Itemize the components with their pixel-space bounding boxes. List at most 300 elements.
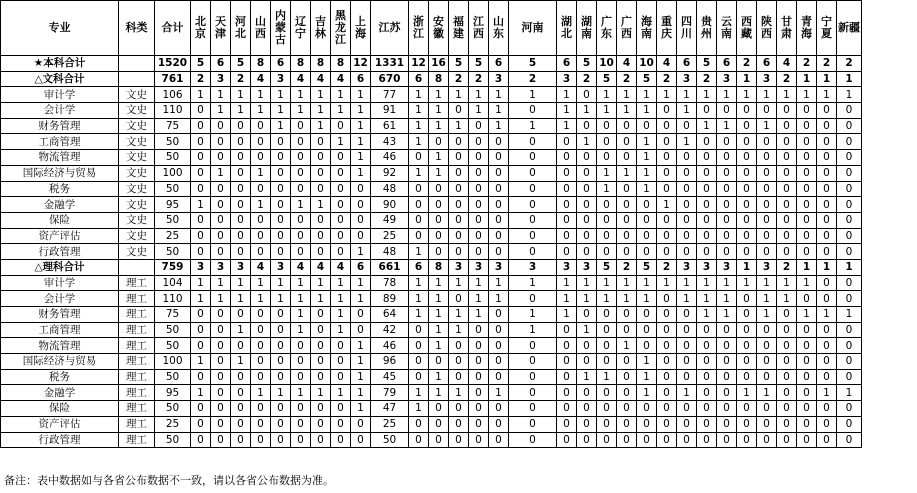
cell-province-count: 1 (677, 87, 697, 103)
cell-province-count: 0 (211, 338, 231, 354)
cell-major: 行政管理 (1, 244, 119, 260)
cell-province-count: 2 (657, 259, 677, 275)
cell-province-count: 0 (757, 369, 777, 385)
cell-province-count: 0 (837, 150, 862, 166)
cell-province-count: 1 (251, 291, 271, 307)
cell-province-count: 0 (697, 165, 717, 181)
cell-province-count: 0 (797, 354, 817, 370)
cell-province-count: 0 (191, 212, 211, 228)
cell-province-count: 0 (657, 385, 677, 401)
cell-province-count: 5 (637, 259, 657, 275)
cell-province-count: 0 (657, 322, 677, 338)
cell-province-count: 0 (409, 181, 429, 197)
cell-province-count: 0 (657, 212, 677, 228)
cell-province-count: 1 (777, 291, 797, 307)
cell-province-count: 0 (577, 181, 597, 197)
cell-province-count: 4 (291, 259, 311, 275)
cell-province-count: 2 (697, 71, 717, 87)
cell-province-count: 0 (231, 181, 251, 197)
cell-province-count: 79 (371, 385, 409, 401)
cell-province-count: 0 (469, 165, 489, 181)
header-province: 内蒙古 (271, 1, 291, 56)
cell-province-count: 0 (271, 244, 291, 260)
cell-province-count: 0 (837, 181, 862, 197)
cell-province-count: 1 (797, 307, 817, 323)
table-row (1, 165, 862, 181)
cell-province-count: 1 (509, 322, 557, 338)
cell-province-count: 0 (271, 181, 291, 197)
cell-province-count: 1 (311, 291, 331, 307)
table-row (1, 307, 862, 323)
cell-province-count: 0 (677, 416, 697, 432)
cell-province-count: 0 (271, 322, 291, 338)
cell-province-count: 1 (577, 322, 597, 338)
cell-province-count: 1 (677, 385, 697, 401)
cell-province-count: 0 (271, 416, 291, 432)
cell-province-count: 1 (231, 103, 251, 119)
table-body (1, 56, 862, 448)
cell-province-count: 1 (429, 338, 449, 354)
cell-province-count: 0 (409, 432, 429, 448)
cell-category: 文史 (119, 118, 155, 134)
cell-province-count: 0 (717, 197, 737, 213)
cell-province-count: 1 (429, 87, 449, 103)
cell-province-count: 0 (617, 307, 637, 323)
cell-province-count: 4 (251, 71, 271, 87)
cell-province-count: 0 (231, 165, 251, 181)
cell-province-count: 1 (351, 87, 371, 103)
cell-province-count: 0 (657, 165, 677, 181)
cell-total: 50 (155, 401, 191, 417)
cell-province-count: 0 (429, 228, 449, 244)
header-province: 黑龙江 (331, 1, 351, 56)
cell-province-count: 0 (717, 338, 737, 354)
cell-province-count: 1 (677, 103, 697, 119)
cell-province-count: 0 (757, 150, 777, 166)
cell-province-count: 0 (509, 103, 557, 119)
cell-province-count: 0 (409, 338, 429, 354)
table-row (1, 275, 862, 291)
cell-major: 保险 (1, 212, 119, 228)
cell-total: 110 (155, 291, 191, 307)
table-row (1, 369, 862, 385)
header-province: 青海 (797, 1, 817, 56)
cell-province-count: 0 (737, 369, 757, 385)
cell-province-count: 1 (271, 275, 291, 291)
header-total: 合计 (155, 1, 191, 56)
cell-province-count: 25 (371, 228, 409, 244)
cell-province-count: 1 (351, 338, 371, 354)
cell-province-count: 0 (677, 118, 697, 134)
header-province: 新疆 (837, 1, 862, 56)
cell-province-count: 0 (251, 134, 271, 150)
cell-province-count: 0 (737, 416, 757, 432)
cell-province-count: 0 (797, 103, 817, 119)
cell-province-count: 5 (191, 56, 211, 72)
cell-province-count: 0 (557, 181, 577, 197)
cell-province-count: 0 (291, 118, 311, 134)
cell-province-count: 3 (489, 259, 509, 275)
cell-major: 会计学 (1, 291, 119, 307)
cell-province-count: 0 (777, 197, 797, 213)
cell-province-count: 0 (191, 150, 211, 166)
cell-province-count: 3 (211, 259, 231, 275)
cell-province-count: 0 (657, 432, 677, 448)
cell-province-count: 0 (737, 307, 757, 323)
cell-province-count: 0 (231, 228, 251, 244)
header-province: 陕西 (757, 1, 777, 56)
cell-province-count: 0 (429, 197, 449, 213)
cell-province-count: 1 (429, 275, 449, 291)
cell-province-count: 1 (291, 87, 311, 103)
table-row (1, 134, 862, 150)
table-row (1, 181, 862, 197)
cell-province-count: 1 (617, 165, 637, 181)
cell-province-count: 0 (617, 212, 637, 228)
cell-province-count: 1 (331, 322, 351, 338)
cell-province-count: 1 (469, 87, 489, 103)
cell-province-count: 0 (657, 244, 677, 260)
cell-province-count: 1 (637, 181, 657, 197)
cell-province-count: 1 (351, 275, 371, 291)
header-province: 浙江 (409, 1, 429, 56)
cell-province-count: 0 (251, 322, 271, 338)
cell-province-count: 8 (251, 56, 271, 72)
cell-province-count: 0 (817, 354, 837, 370)
cell-province-count: 0 (717, 244, 737, 260)
cell-province-count: 0 (449, 338, 469, 354)
cell-total: 50 (155, 150, 191, 166)
cell-province-count: 1 (351, 401, 371, 417)
cell-province-count: 0 (837, 291, 862, 307)
cell-category: 理工 (119, 322, 155, 338)
cell-province-count: 1 (231, 354, 251, 370)
cell-province-count: 0 (489, 354, 509, 370)
cell-province-count: 0 (489, 416, 509, 432)
cell-category: 理工 (119, 385, 155, 401)
cell-province-count: 0 (717, 103, 737, 119)
cell-province-count: 0 (697, 416, 717, 432)
cell-province-count: 0 (817, 103, 837, 119)
cell-province-count: 6 (409, 259, 429, 275)
cell-province-count: 0 (211, 118, 231, 134)
cell-province-count: 3 (489, 71, 509, 87)
cell-province-count: 1 (797, 259, 817, 275)
cell-province-count: 0 (817, 134, 837, 150)
cell-province-count: 0 (557, 244, 577, 260)
table-row (1, 150, 862, 166)
cell-major: 税务 (1, 181, 119, 197)
cell-province-count: 1 (557, 87, 577, 103)
cell-province-count: 0 (351, 228, 371, 244)
cell-province-count: 0 (797, 181, 817, 197)
cell-province-count: 0 (837, 275, 862, 291)
cell-province-count: 0 (191, 165, 211, 181)
cell-province-count: 0 (211, 369, 231, 385)
cell-province-count: 4 (617, 56, 637, 72)
cell-category: 文史 (119, 103, 155, 119)
cell-province-count: 1 (311, 103, 331, 119)
header-province: 江苏 (371, 1, 409, 56)
cell-province-count: 1 (837, 307, 862, 323)
cell-province-count: 0 (449, 197, 469, 213)
cell-province-count: 0 (777, 416, 797, 432)
cell-province-count: 5 (449, 56, 469, 72)
cell-province-count: 0 (657, 307, 677, 323)
cell-province-count: 91 (371, 103, 409, 119)
cell-total: 95 (155, 197, 191, 213)
cell-category: 理工 (119, 307, 155, 323)
cell-province-count: 4 (657, 56, 677, 72)
cell-major: 金融学 (1, 385, 119, 401)
cell-province-count: 1 (637, 275, 657, 291)
cell-province-count: 1 (409, 244, 429, 260)
cell-province-count: 0 (231, 338, 251, 354)
cell-province-count: 0 (717, 385, 737, 401)
cell-category: 理工 (119, 354, 155, 370)
cell-province-count: 0 (737, 244, 757, 260)
cell-province-count: 5 (231, 56, 251, 72)
cell-province-count: 0 (677, 165, 697, 181)
cell-category: 理工 (119, 416, 155, 432)
cell-province-count: 0 (817, 275, 837, 291)
cell-province-count: 1 (351, 369, 371, 385)
cell-province-count: 0 (469, 244, 489, 260)
cell-province-count: 3 (557, 71, 577, 87)
cell-province-count: 0 (509, 228, 557, 244)
cell-province-count: 0 (211, 150, 231, 166)
cell-province-count: 1 (697, 118, 717, 134)
cell-province-count: 0 (191, 307, 211, 323)
cell-province-count: 0 (817, 228, 837, 244)
cell-province-count: 0 (469, 181, 489, 197)
footnote: 备注：表中数据如与各省公布数据不一致，请以各省公布数据为准。 (4, 474, 334, 487)
cell-province-count: 0 (837, 401, 862, 417)
cell-province-count: 0 (191, 244, 211, 260)
cell-province-count: 3 (717, 71, 737, 87)
cell-province-count: 1 (577, 103, 597, 119)
cell-total: 50 (155, 244, 191, 260)
cell-province-count: 0 (797, 401, 817, 417)
cell-province-count: 4 (291, 71, 311, 87)
cell-province-count: 0 (717, 228, 737, 244)
cell-province-count: 0 (409, 212, 429, 228)
cell-province-count: 0 (489, 307, 509, 323)
cell-major: △理科合计 (1, 259, 119, 275)
cell-province-count: 0 (251, 401, 271, 417)
cell-province-count: 48 (371, 181, 409, 197)
cell-province-count: 0 (311, 354, 331, 370)
cell-province-count: 0 (797, 432, 817, 448)
cell-province-count: 0 (489, 401, 509, 417)
cell-province-count: 0 (211, 354, 231, 370)
cell-province-count: 0 (817, 369, 837, 385)
cell-category: 文史 (119, 244, 155, 260)
cell-province-count: 1 (331, 291, 351, 307)
cell-province-count: 0 (291, 181, 311, 197)
cell-province-count: 0 (677, 307, 697, 323)
cell-province-count: 0 (191, 181, 211, 197)
cell-province-count: 0 (251, 354, 271, 370)
header-province: 广西 (617, 1, 637, 56)
cell-total: 104 (155, 275, 191, 291)
cell-province-count: 0 (797, 118, 817, 134)
cell-province-count: 1 (251, 385, 271, 401)
cell-province-count: 0 (489, 322, 509, 338)
cell-province-count: 0 (697, 338, 717, 354)
cell-province-count: 0 (351, 416, 371, 432)
cell-province-count: 1 (617, 275, 637, 291)
cell-province-count: 1 (271, 118, 291, 134)
cell-province-count: 0 (191, 103, 211, 119)
header-province: 重庆 (657, 1, 677, 56)
cell-province-count: 0 (657, 354, 677, 370)
cell-province-count: 1 (409, 401, 429, 417)
cell-province-count: 0 (191, 369, 211, 385)
cell-province-count: 0 (509, 369, 557, 385)
cell-province-count: 0 (837, 338, 862, 354)
cell-province-count: 1 (657, 275, 677, 291)
cell-province-count: 0 (509, 212, 557, 228)
cell-province-count: 3 (191, 259, 211, 275)
cell-province-count: 0 (311, 181, 331, 197)
cell-province-count: 0 (837, 134, 862, 150)
cell-province-count: 92 (371, 165, 409, 181)
cell-province-count: 0 (231, 385, 251, 401)
cell-province-count: 0 (557, 150, 577, 166)
cell-province-count: 1 (837, 87, 862, 103)
cell-province-count: 1 (757, 118, 777, 134)
cell-province-count: 0 (597, 134, 617, 150)
cell-province-count: 3 (271, 71, 291, 87)
cell-province-count: 1 (489, 103, 509, 119)
cell-province-count: 1 (331, 103, 351, 119)
cell-province-count: 6 (757, 56, 777, 72)
cell-province-count: 0 (797, 150, 817, 166)
cell-province-count: 0 (231, 416, 251, 432)
cell-province-count: 0 (211, 401, 231, 417)
cell-province-count: 0 (351, 307, 371, 323)
cell-province-count: 0 (251, 416, 271, 432)
cell-province-count: 1 (737, 259, 757, 275)
cell-province-count: 6 (211, 56, 231, 72)
cell-province-count: 90 (371, 197, 409, 213)
cell-province-count: 0 (351, 322, 371, 338)
cell-province-count: 0 (617, 322, 637, 338)
cell-province-count: 1 (449, 118, 469, 134)
cell-province-count: 1 (271, 291, 291, 307)
cell-province-count: 0 (797, 385, 817, 401)
cell-province-count: 1 (311, 385, 331, 401)
cell-category: 文史 (119, 150, 155, 166)
cell-province-count: 1 (637, 150, 657, 166)
cell-province-count: 0 (331, 401, 351, 417)
table-row (1, 354, 862, 370)
cell-province-count: 0 (509, 354, 557, 370)
cell-province-count: 0 (577, 87, 597, 103)
cell-province-count: 1 (469, 103, 489, 119)
cell-province-count: 1 (449, 275, 469, 291)
cell-province-count: 0 (797, 322, 817, 338)
header-province: 北京 (191, 1, 211, 56)
cell-province-count: 1 (429, 291, 449, 307)
header-category: 科类 (119, 1, 155, 56)
cell-province-count: 5 (469, 56, 489, 72)
cell-province-count: 0 (469, 432, 489, 448)
cell-province-count: 0 (697, 181, 717, 197)
cell-province-count: 0 (351, 181, 371, 197)
header-province: 海南 (637, 1, 657, 56)
cell-province-count: 0 (737, 134, 757, 150)
cell-province-count: 77 (371, 87, 409, 103)
cell-province-count: 1 (597, 181, 617, 197)
cell-province-count: 1 (211, 165, 231, 181)
cell-province-count: 6 (271, 56, 291, 72)
cell-province-count: 2 (231, 71, 251, 87)
cell-province-count: 0 (211, 212, 231, 228)
cell-province-count: 0 (697, 134, 717, 150)
cell-province-count: 3 (577, 259, 597, 275)
cell-major: 会计学 (1, 103, 119, 119)
cell-province-count: 0 (469, 401, 489, 417)
cell-province-count: 0 (717, 181, 737, 197)
table-row (1, 416, 862, 432)
cell-total: 25 (155, 228, 191, 244)
cell-province-count: 0 (777, 103, 797, 119)
cell-province-count: 1 (429, 307, 449, 323)
cell-province-count: 1 (697, 87, 717, 103)
header-row (1, 1, 862, 56)
cell-province-count: 1 (757, 87, 777, 103)
cell-province-count: 0 (251, 228, 271, 244)
cell-province-count: 1 (597, 165, 617, 181)
cell-major: 保险 (1, 401, 119, 417)
cell-province-count: 0 (449, 244, 469, 260)
cell-province-count: 1 (557, 103, 577, 119)
cell-province-count: 0 (617, 197, 637, 213)
cell-category: 文史 (119, 197, 155, 213)
cell-province-count: 1 (597, 275, 617, 291)
cell-province-count: 4 (311, 259, 331, 275)
cell-province-count: 0 (449, 165, 469, 181)
cell-province-count: 0 (737, 165, 757, 181)
cell-province-count: 0 (231, 212, 251, 228)
cell-province-count: 0 (251, 150, 271, 166)
cell-category: 文史 (119, 212, 155, 228)
cell-province-count: 0 (331, 212, 351, 228)
cell-province-count: 0 (509, 165, 557, 181)
cell-province-count: 1 (837, 71, 862, 87)
cell-province-count: 1 (637, 134, 657, 150)
cell-province-count: 1 (637, 291, 657, 307)
cell-province-count: 0 (469, 134, 489, 150)
cell-province-count: 0 (837, 118, 862, 134)
cell-province-count: 1 (191, 275, 211, 291)
cell-province-count: 0 (797, 228, 817, 244)
cell-province-count: 0 (637, 338, 657, 354)
cell-province-count: 0 (777, 432, 797, 448)
header-province: 湖南 (577, 1, 597, 56)
cell-province-count: 0 (577, 385, 597, 401)
cell-province-count: 0 (429, 416, 449, 432)
cell-province-count: 1 (311, 87, 331, 103)
cell-province-count: 1 (251, 103, 271, 119)
cell-province-count: 0 (777, 228, 797, 244)
cell-major: 金融学 (1, 197, 119, 213)
cell-province-count: 0 (657, 338, 677, 354)
cell-province-count: 0 (837, 228, 862, 244)
cell-province-count: 0 (777, 369, 797, 385)
